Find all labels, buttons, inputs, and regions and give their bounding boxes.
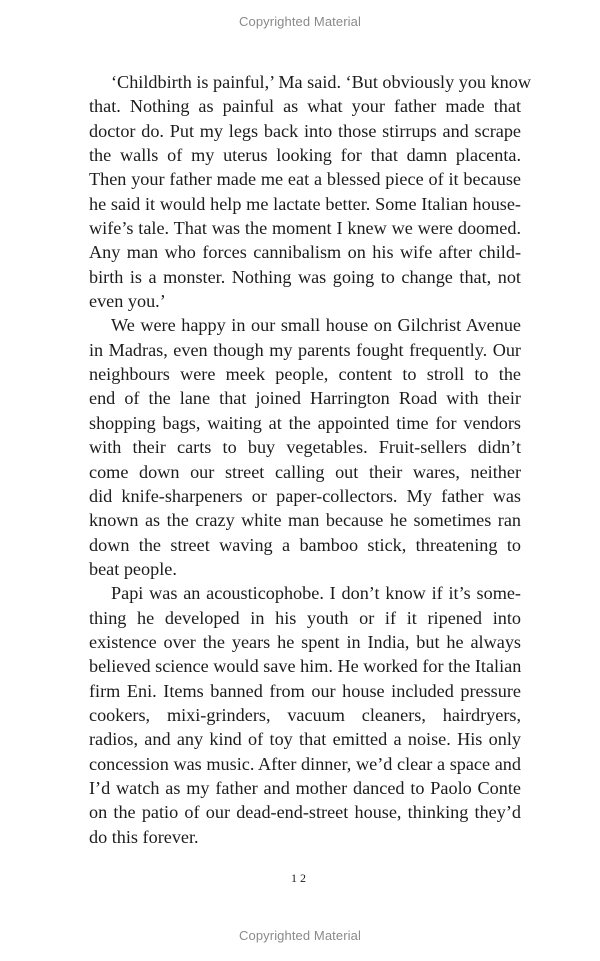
text-line: birth is a monster. Nothing was going to change that, not	[89, 266, 521, 287]
paragraph-1	[89, 70, 531, 313]
text-line: down the street waving a bamboo stick, threatening to	[89, 534, 521, 555]
text-line: believed science would save him. He worked for the Italian	[89, 656, 522, 677]
text-line: We were happy in our small house on Gilchrist Avenue	[111, 315, 521, 336]
text-line: radios, and any kind of toy that emitted a noise. His only	[89, 729, 521, 750]
copyright-watermark-bottom: Copyrighted Material	[239, 928, 361, 943]
text-line: do this forever.	[89, 826, 199, 847]
text-line: did knife-sharpeners or paper-collectors. My father was	[89, 485, 521, 506]
text-line: he said it would help me lactate better. Some Italian house-	[89, 193, 521, 214]
text-line: Papi was an acousticophobe. I don’t know if it’s some-	[111, 583, 521, 604]
text-line: known as the crazy white man because he sometimes ran	[89, 510, 521, 531]
text-line: concession was music. After dinner, we’d clear a space and	[89, 753, 521, 774]
text-line: even you.’	[89, 291, 166, 312]
text-line: beat people.	[89, 558, 177, 579]
text-line: I’d watch as my father and mother danced to Paolo Conte	[89, 777, 521, 798]
copyright-watermark-top: Copyrighted Material	[239, 14, 361, 29]
text-line: Then your father made me eat a blessed piece of it because	[89, 169, 521, 190]
text-line: in Madras, even though my parents fought frequently. Our	[89, 339, 521, 360]
text-line: come down our street calling out their wares, neither	[89, 461, 521, 482]
text-line: the walls of my uterus looking for that damn placenta.	[89, 145, 521, 166]
text-line: existence over the years he spent in India, but he always	[89, 631, 521, 652]
text-line: neighbours were meek people, content to stroll to the	[89, 364, 521, 385]
text-line: end of the lane that joined Harrington Road with their	[89, 388, 521, 409]
paragraph-3	[89, 581, 521, 849]
text-line: thing he developed in his youth or if it ripened into	[89, 607, 521, 628]
text-line: ‘Childbirth is painful,’ Ma said. ‘But obviously you know	[111, 72, 531, 92]
text-line: firm Eni. Items banned from our house included pressure	[89, 680, 521, 701]
text-line: cookers, mixi-grinders, vacuum cleaners, hairdryers,	[89, 704, 521, 725]
text-line: on the patio of our dead-end-street house, thinking they’d	[89, 802, 521, 823]
text-line: doctor do. Put my legs back into those stirrups and scrape	[89, 120, 521, 141]
text-line: shopping bags, waiting at the appointed time for vendors	[89, 412, 521, 433]
text-line: Any man who forces cannibalism on his wife after child-	[89, 242, 521, 263]
body-text	[89, 70, 531, 849]
page-number: 12	[291, 871, 309, 885]
text-line: that. Nothing as painful as what your father made that	[89, 96, 521, 117]
text-line: with their carts to buy vegetables. Fruit-sellers didn’t	[89, 437, 521, 458]
paragraph-2	[89, 313, 521, 581]
text-line: wife’s tale. That was the moment I knew we were doomed.	[89, 218, 521, 239]
